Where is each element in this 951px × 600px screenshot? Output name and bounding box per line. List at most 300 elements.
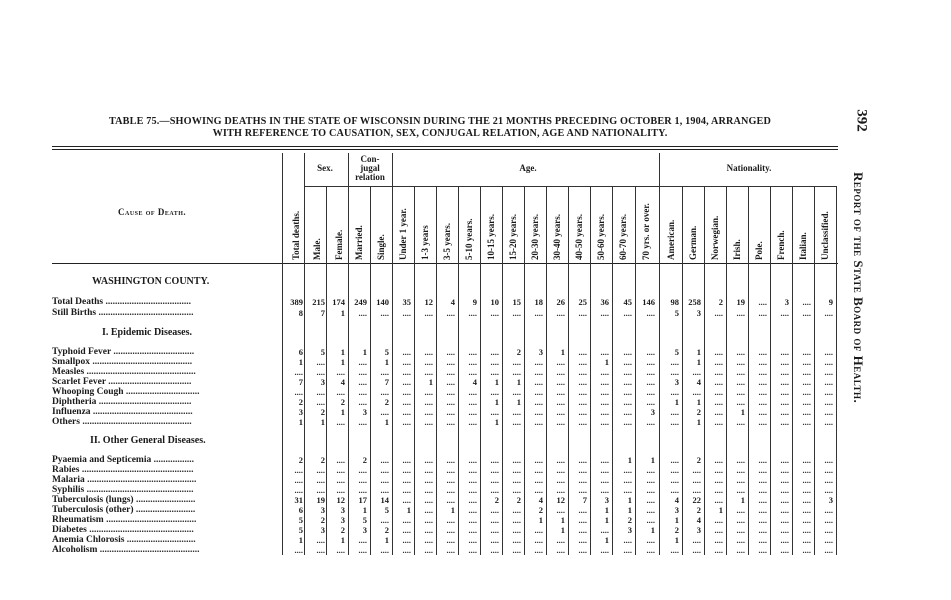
cell-married: .... xyxy=(358,545,367,555)
cell-italian: .... xyxy=(802,515,811,525)
cell-unclassified: .... xyxy=(824,505,833,515)
cell-age-40-50: .... xyxy=(578,377,587,387)
cell-single: 14 xyxy=(380,495,389,505)
cell-age-50-60: .... xyxy=(600,525,609,535)
cell-age-60-70: .... xyxy=(623,535,632,545)
cell-married: 2 xyxy=(362,455,367,465)
cell-age-30-40: .... xyxy=(556,545,565,555)
cell-age-1-3: .... xyxy=(424,515,433,525)
cell-age-1-3: .... xyxy=(424,397,433,407)
cell-total-deaths: .... xyxy=(294,475,303,485)
cell-age-70-over: 1 xyxy=(650,455,655,465)
cell-age-60-70: 1 xyxy=(627,455,632,465)
cell-total-deaths: 1 xyxy=(298,535,303,545)
cell-age-15-20: 2 xyxy=(516,347,521,357)
cell-female: .... xyxy=(336,417,345,427)
cell-age-5-10: .... xyxy=(468,505,477,515)
cell-age-30-40: .... xyxy=(556,387,565,397)
cell-single: 2 xyxy=(384,397,389,407)
cell-age-40-50: .... xyxy=(578,397,587,407)
cell-age-15-20: .... xyxy=(512,417,521,427)
cell-female: 3 xyxy=(340,515,345,525)
cell-norwegian: .... xyxy=(714,417,723,427)
cell-age-15-20: 15 xyxy=(512,297,521,307)
cell-total-deaths: 1 xyxy=(298,417,303,427)
cell-age-50-60: .... xyxy=(600,407,609,417)
cell-age-50-60: .... xyxy=(600,397,609,407)
cell-italian: .... xyxy=(802,407,811,417)
cell-unclassified: .... xyxy=(824,397,833,407)
row-label: Malaria .............................................. xyxy=(52,475,197,485)
cell-age-20-30: .... xyxy=(534,387,543,397)
cell-age-15-20: .... xyxy=(512,525,521,535)
cell-age-1-3: .... xyxy=(424,387,433,397)
table-title xyxy=(40,116,840,140)
cell-married: .... xyxy=(358,485,367,495)
cell-single: .... xyxy=(380,387,389,397)
cell-age-1-3: .... xyxy=(424,407,433,417)
cell-age-1-3: 12 xyxy=(424,297,433,307)
cell-age-1-3: 1 xyxy=(428,377,433,387)
cell-total-deaths: 31 xyxy=(294,495,303,505)
cell-american: .... xyxy=(670,485,679,495)
cell-female: .... xyxy=(336,367,345,377)
cell-age-30-40: .... xyxy=(556,308,565,318)
cell-total-deaths: .... xyxy=(294,367,303,377)
column-header-total-deaths: Total deaths. xyxy=(291,210,301,260)
cell-male: 2 xyxy=(320,407,325,417)
group-rule xyxy=(348,186,392,187)
cell-norwegian: .... xyxy=(714,485,723,495)
cell-age-1-3: .... xyxy=(424,417,433,427)
cell-american: .... xyxy=(670,455,679,465)
cell-pole: .... xyxy=(758,377,767,387)
cell-age-1-3: .... xyxy=(424,525,433,535)
cell-age-3-5: .... xyxy=(446,407,455,417)
cell-age-10-15: 1 xyxy=(494,417,499,427)
conjugal-group-header: Con- jugal relation xyxy=(355,154,385,182)
column-header-norwegian: Norwegian. xyxy=(710,215,720,260)
cell-single: 5 xyxy=(384,347,389,357)
cell-irish: .... xyxy=(736,397,745,407)
cell-age-40-50: .... xyxy=(578,545,587,555)
cell-age-40-50: .... xyxy=(578,505,587,515)
cell-under-1-year: .... xyxy=(402,525,411,535)
cell-age-40-50: .... xyxy=(578,417,587,427)
cell-age-70-over: .... xyxy=(646,357,655,367)
cell-age-3-5: .... xyxy=(446,357,455,367)
cell-pole: .... xyxy=(758,495,767,505)
cell-age-5-10: .... xyxy=(468,545,477,555)
cell-single: .... xyxy=(380,407,389,417)
cell-total-deaths: .... xyxy=(294,387,303,397)
cell-german: 3 xyxy=(696,308,701,318)
column-header-male: Male. xyxy=(312,238,322,260)
column-header-married: Married. xyxy=(354,225,364,260)
cell-age-70-over: .... xyxy=(646,465,655,475)
cell-age-5-10: .... xyxy=(468,357,477,367)
cell-italian: .... xyxy=(802,367,811,377)
cell-unclassified: .... xyxy=(824,308,833,318)
cell-pole: .... xyxy=(758,535,767,545)
cell-single: .... xyxy=(380,367,389,377)
cell-age-40-50: .... xyxy=(578,347,587,357)
cell-under-1-year: .... xyxy=(402,367,411,377)
cell-age-15-20: .... xyxy=(512,505,521,515)
cell-american: .... xyxy=(670,387,679,397)
cell-age-60-70: .... xyxy=(623,417,632,427)
column-header-american: American. xyxy=(666,219,676,260)
cell-french: .... xyxy=(780,535,789,545)
cell-age-3-5: .... xyxy=(446,397,455,407)
cell-age-1-3: .... xyxy=(424,308,433,318)
cell-norwegian: 1 xyxy=(718,505,723,515)
cell-age-40-50: .... xyxy=(578,387,587,397)
cell-irish: .... xyxy=(736,475,745,485)
cell-italian: .... xyxy=(802,387,811,397)
cell-total-deaths: 7 xyxy=(298,377,303,387)
row-label: Pyaemia and Septicemia ................. xyxy=(52,455,194,465)
cell-american: 1 xyxy=(674,397,679,407)
cell-age-60-70: .... xyxy=(623,367,632,377)
cell-male: 215 xyxy=(312,297,325,307)
cell-german: 22 xyxy=(692,495,701,505)
cell-male: .... xyxy=(316,475,325,485)
cell-age-60-70: .... xyxy=(623,357,632,367)
row-label: Syphilis ............................................. xyxy=(52,485,194,495)
row-label: Rheumatism ...................................... xyxy=(52,515,197,525)
cell-age-20-30: .... xyxy=(534,545,543,555)
cell-age-5-10: .... xyxy=(468,455,477,465)
cell-age-3-5: .... xyxy=(446,387,455,397)
cell-male: 5 xyxy=(320,347,325,357)
cell-age-5-10: .... xyxy=(468,347,477,357)
cell-age-10-15: .... xyxy=(490,465,499,475)
row-label: Scarlet Fever ................................... xyxy=(52,377,192,387)
cell-single: 1 xyxy=(384,417,389,427)
cell-age-15-20: .... xyxy=(512,455,521,465)
cell-married: 3 xyxy=(362,407,367,417)
cell-age-60-70: .... xyxy=(623,308,632,318)
cell-married: .... xyxy=(358,465,367,475)
cell-age-20-30: .... xyxy=(534,455,543,465)
cell-age-10-15: .... xyxy=(490,535,499,545)
cell-age-20-30: 1 xyxy=(538,515,543,525)
top-rule-double xyxy=(52,149,838,150)
cell-age-20-30: .... xyxy=(534,397,543,407)
cell-italian: .... xyxy=(802,297,811,307)
cell-italian: .... xyxy=(802,535,811,545)
cell-italian: .... xyxy=(802,525,811,535)
cell-male: 1 xyxy=(320,417,325,427)
cell-total-deaths: .... xyxy=(294,465,303,475)
cell-pole: .... xyxy=(758,387,767,397)
cell-unclassified: .... xyxy=(824,465,833,475)
cell-french: .... xyxy=(780,347,789,357)
cell-age-10-15: .... xyxy=(490,367,499,377)
cell-pole: .... xyxy=(758,308,767,318)
cell-german: .... xyxy=(692,485,701,495)
cell-pole: .... xyxy=(758,475,767,485)
cell-french: 3 xyxy=(784,297,789,307)
column-header-age-1-3: 1-3 years xyxy=(420,225,430,260)
cell-age-70-over: .... xyxy=(646,367,655,377)
cell-age-50-60: .... xyxy=(600,347,609,357)
cell-age-10-15: .... xyxy=(490,308,499,318)
row-label: Tuberculosis (other) ......................... xyxy=(52,505,196,515)
cell-unclassified: .... xyxy=(824,535,833,545)
cell-unclassified: .... xyxy=(824,485,833,495)
cell-age-60-70: .... xyxy=(623,545,632,555)
cell-age-3-5: .... xyxy=(446,417,455,427)
cell-age-20-30: 3 xyxy=(538,347,543,357)
cell-age-50-60: 1 xyxy=(604,357,609,367)
cell-age-70-over: .... xyxy=(646,505,655,515)
cell-female: .... xyxy=(336,475,345,485)
cell-irish: .... xyxy=(736,357,745,367)
row-label: Measles .............................................. xyxy=(52,367,196,377)
cell-age-30-40: .... xyxy=(556,475,565,485)
cell-age-15-20: .... xyxy=(512,465,521,475)
cell-american: .... xyxy=(670,407,679,417)
cell-french: .... xyxy=(780,367,789,377)
cell-age-5-10: .... xyxy=(468,475,477,485)
cell-age-40-50: 25 xyxy=(578,297,587,307)
title-line-2: WITH REFERENCE TO CAUSATION, SEX, CONJUGAL RELATION, AGE AND NATIONALITY. xyxy=(212,128,668,139)
cell-age-20-30: .... xyxy=(534,475,543,485)
cell-american: 1 xyxy=(674,515,679,525)
row-label: Whooping Cough ............................... xyxy=(52,387,200,397)
cell-french: .... xyxy=(780,455,789,465)
cell-age-1-3: .... xyxy=(424,367,433,377)
title-line-1: TABLE 75.—SHOWING DEATHS IN THE STATE OF WISCONSIN DURING THE 21 MONTHS PRECEDING OCTOBER 1, 1904, ARRANGED xyxy=(108,116,772,127)
cell-age-1-3: .... xyxy=(424,465,433,475)
cell-female: 174 xyxy=(332,297,345,307)
cell-german: .... xyxy=(692,535,701,545)
cell-german: 4 xyxy=(696,515,701,525)
cell-age-60-70: .... xyxy=(623,465,632,475)
cell-age-5-10: .... xyxy=(468,387,477,397)
cell-pole: .... xyxy=(758,357,767,367)
cell-irish: .... xyxy=(736,347,745,357)
column-header-age-5-10: 5-10 years. xyxy=(464,218,474,260)
cell-unclassified: .... xyxy=(824,357,833,367)
cell-age-15-20: .... xyxy=(512,407,521,417)
cell-total-deaths: 6 xyxy=(298,505,303,515)
cell-pole: .... xyxy=(758,515,767,525)
cell-age-30-40: 1 xyxy=(560,515,565,525)
cell-irish: .... xyxy=(736,377,745,387)
cell-under-1-year: .... xyxy=(402,397,411,407)
cell-under-1-year: .... xyxy=(402,535,411,545)
cell-age-3-5: .... xyxy=(446,525,455,535)
cell-under-1-year: 35 xyxy=(402,297,411,307)
cell-age-40-50: .... xyxy=(578,465,587,475)
cell-age-10-15: .... xyxy=(490,387,499,397)
cell-age-20-30: .... xyxy=(534,525,543,535)
cell-age-30-40: 1 xyxy=(560,347,565,357)
column-rule xyxy=(836,186,837,555)
cell-french: .... xyxy=(780,407,789,417)
cell-female: 2 xyxy=(340,397,345,407)
cell-age-5-10: .... xyxy=(468,525,477,535)
cell-under-1-year: .... xyxy=(402,407,411,417)
cell-age-5-10: .... xyxy=(468,417,477,427)
cell-male: .... xyxy=(316,485,325,495)
cell-married: .... xyxy=(358,367,367,377)
cell-single: .... xyxy=(380,485,389,495)
cell-male: 7 xyxy=(320,308,325,318)
cell-age-15-20: .... xyxy=(512,535,521,545)
column-header-unclassified: Unclassified. xyxy=(820,211,830,260)
row-label: Typhoid Fever .................................. xyxy=(52,347,195,357)
cell-female: 1 xyxy=(340,535,345,545)
column-header-age-3-5: 3-5 years. xyxy=(442,223,452,260)
section-epidemic-heading: I. Epidemic Diseases. xyxy=(102,327,192,338)
cell-age-60-70: .... xyxy=(623,387,632,397)
cell-norwegian: .... xyxy=(714,535,723,545)
cell-male: 2 xyxy=(320,455,325,465)
cell-italian: .... xyxy=(802,377,811,387)
cell-age-60-70: .... xyxy=(623,485,632,495)
cell-german: 4 xyxy=(696,377,701,387)
cell-single: 5 xyxy=(384,505,389,515)
cell-age-40-50: .... xyxy=(578,475,587,485)
cell-age-20-30: 2 xyxy=(538,505,543,515)
cell-age-60-70: 1 xyxy=(627,505,632,515)
cell-italian: .... xyxy=(802,495,811,505)
cell-age-3-5: .... xyxy=(446,475,455,485)
cell-irish: .... xyxy=(736,535,745,545)
cell-age-5-10: 4 xyxy=(472,377,477,387)
cell-age-30-40: .... xyxy=(556,465,565,475)
cell-age-70-over: .... xyxy=(646,417,655,427)
cell-pole: .... xyxy=(758,505,767,515)
cell-age-70-over: .... xyxy=(646,485,655,495)
cell-age-30-40: .... xyxy=(556,485,565,495)
cell-married: 249 xyxy=(354,297,367,307)
cell-single: .... xyxy=(380,475,389,485)
cell-age-50-60: .... xyxy=(600,367,609,377)
cell-married: .... xyxy=(358,308,367,318)
cell-age-15-20: .... xyxy=(512,545,521,555)
cell-age-40-50: .... xyxy=(578,535,587,545)
cell-age-10-15: .... xyxy=(490,485,499,495)
cell-age-50-60: 1 xyxy=(604,505,609,515)
cell-married: 3 xyxy=(362,525,367,535)
cell-age-60-70: .... xyxy=(623,347,632,357)
cause-of-death-header: Cause of Death. xyxy=(118,207,187,217)
cell-under-1-year: .... xyxy=(402,455,411,465)
cell-age-20-30: 4 xyxy=(538,495,543,505)
cell-american: 3 xyxy=(674,377,679,387)
cell-age-15-20: .... xyxy=(512,387,521,397)
cell-female: .... xyxy=(336,455,345,465)
cell-age-20-30: .... xyxy=(534,417,543,427)
cell-age-15-20: .... xyxy=(512,357,521,367)
cell-irish: 19 xyxy=(736,297,745,307)
cell-pole: .... xyxy=(758,545,767,555)
cell-age-70-over: 3 xyxy=(650,407,655,417)
cell-unclassified: .... xyxy=(824,545,833,555)
cell-irish: .... xyxy=(736,505,745,515)
cell-male: 3 xyxy=(320,505,325,515)
cell-age-70-over: .... xyxy=(646,308,655,318)
cell-age-15-20: 2 xyxy=(516,495,521,505)
cell-single: 1 xyxy=(384,357,389,367)
cell-age-3-5: 1 xyxy=(450,505,455,515)
cell-under-1-year: .... xyxy=(402,387,411,397)
column-header-irish: Irish. xyxy=(732,239,742,260)
cell-male: 3 xyxy=(320,377,325,387)
cell-male: 2 xyxy=(320,515,325,525)
cell-irish: 1 xyxy=(740,495,745,505)
cell-american: 98 xyxy=(670,297,679,307)
section-general-heading: II. Other General Diseases. xyxy=(90,435,206,446)
cell-female: 12 xyxy=(336,495,345,505)
cell-married: .... xyxy=(358,357,367,367)
cell-age-40-50: .... xyxy=(578,515,587,525)
header-bottom-rule xyxy=(52,263,838,264)
cell-age-30-40: .... xyxy=(556,407,565,417)
cell-norwegian: 2 xyxy=(718,297,723,307)
cell-age-30-40: .... xyxy=(556,397,565,407)
cell-age-5-10: .... xyxy=(468,397,477,407)
cell-under-1-year: .... xyxy=(402,475,411,485)
cell-age-10-15: 2 xyxy=(494,495,499,505)
cell-age-3-5: .... xyxy=(446,308,455,318)
cell-french: .... xyxy=(780,387,789,397)
cell-italian: .... xyxy=(802,308,811,318)
cell-age-40-50: .... xyxy=(578,455,587,465)
running-head: Report of the State Board of Health. xyxy=(851,172,866,404)
cell-age-10-15: 1 xyxy=(494,377,499,387)
cell-age-10-15: .... xyxy=(490,347,499,357)
cell-age-60-70: .... xyxy=(623,407,632,417)
cell-pole: .... xyxy=(758,455,767,465)
row-label: Diphtheria ....................................... xyxy=(52,397,192,407)
column-header-italian: Italian. xyxy=(798,232,808,260)
cell-age-15-20: .... xyxy=(512,515,521,525)
column-header-age-70-over: 70 yrs. or over. xyxy=(641,203,651,260)
cell-female: .... xyxy=(336,545,345,555)
cell-irish: .... xyxy=(736,417,745,427)
cell-age-15-20: .... xyxy=(512,367,521,377)
cell-under-1-year: .... xyxy=(402,485,411,495)
cell-norwegian: .... xyxy=(714,475,723,485)
cell-age-1-3: .... xyxy=(424,455,433,465)
cell-age-50-60: 1 xyxy=(604,515,609,525)
cell-unclassified: .... xyxy=(824,387,833,397)
cell-unclassified: 9 xyxy=(828,297,833,307)
cell-age-20-30: .... xyxy=(534,485,543,495)
cell-under-1-year: .... xyxy=(402,377,411,387)
cell-pole: .... xyxy=(758,347,767,357)
cell-age-40-50: .... xyxy=(578,367,587,377)
cell-age-10-15: .... xyxy=(490,357,499,367)
cell-age-20-30: .... xyxy=(534,377,543,387)
cell-age-60-70: .... xyxy=(623,475,632,485)
cell-age-3-5: .... xyxy=(446,455,455,465)
cell-irish: .... xyxy=(736,367,745,377)
cell-age-1-3: .... xyxy=(424,475,433,485)
cell-age-30-40: 1 xyxy=(560,525,565,535)
cell-age-5-10: .... xyxy=(468,535,477,545)
cell-male: .... xyxy=(316,465,325,475)
cell-unclassified: .... xyxy=(824,367,833,377)
column-header-age-30-40: 30-40 years. xyxy=(552,214,562,260)
cell-total-deaths: 5 xyxy=(298,515,303,525)
